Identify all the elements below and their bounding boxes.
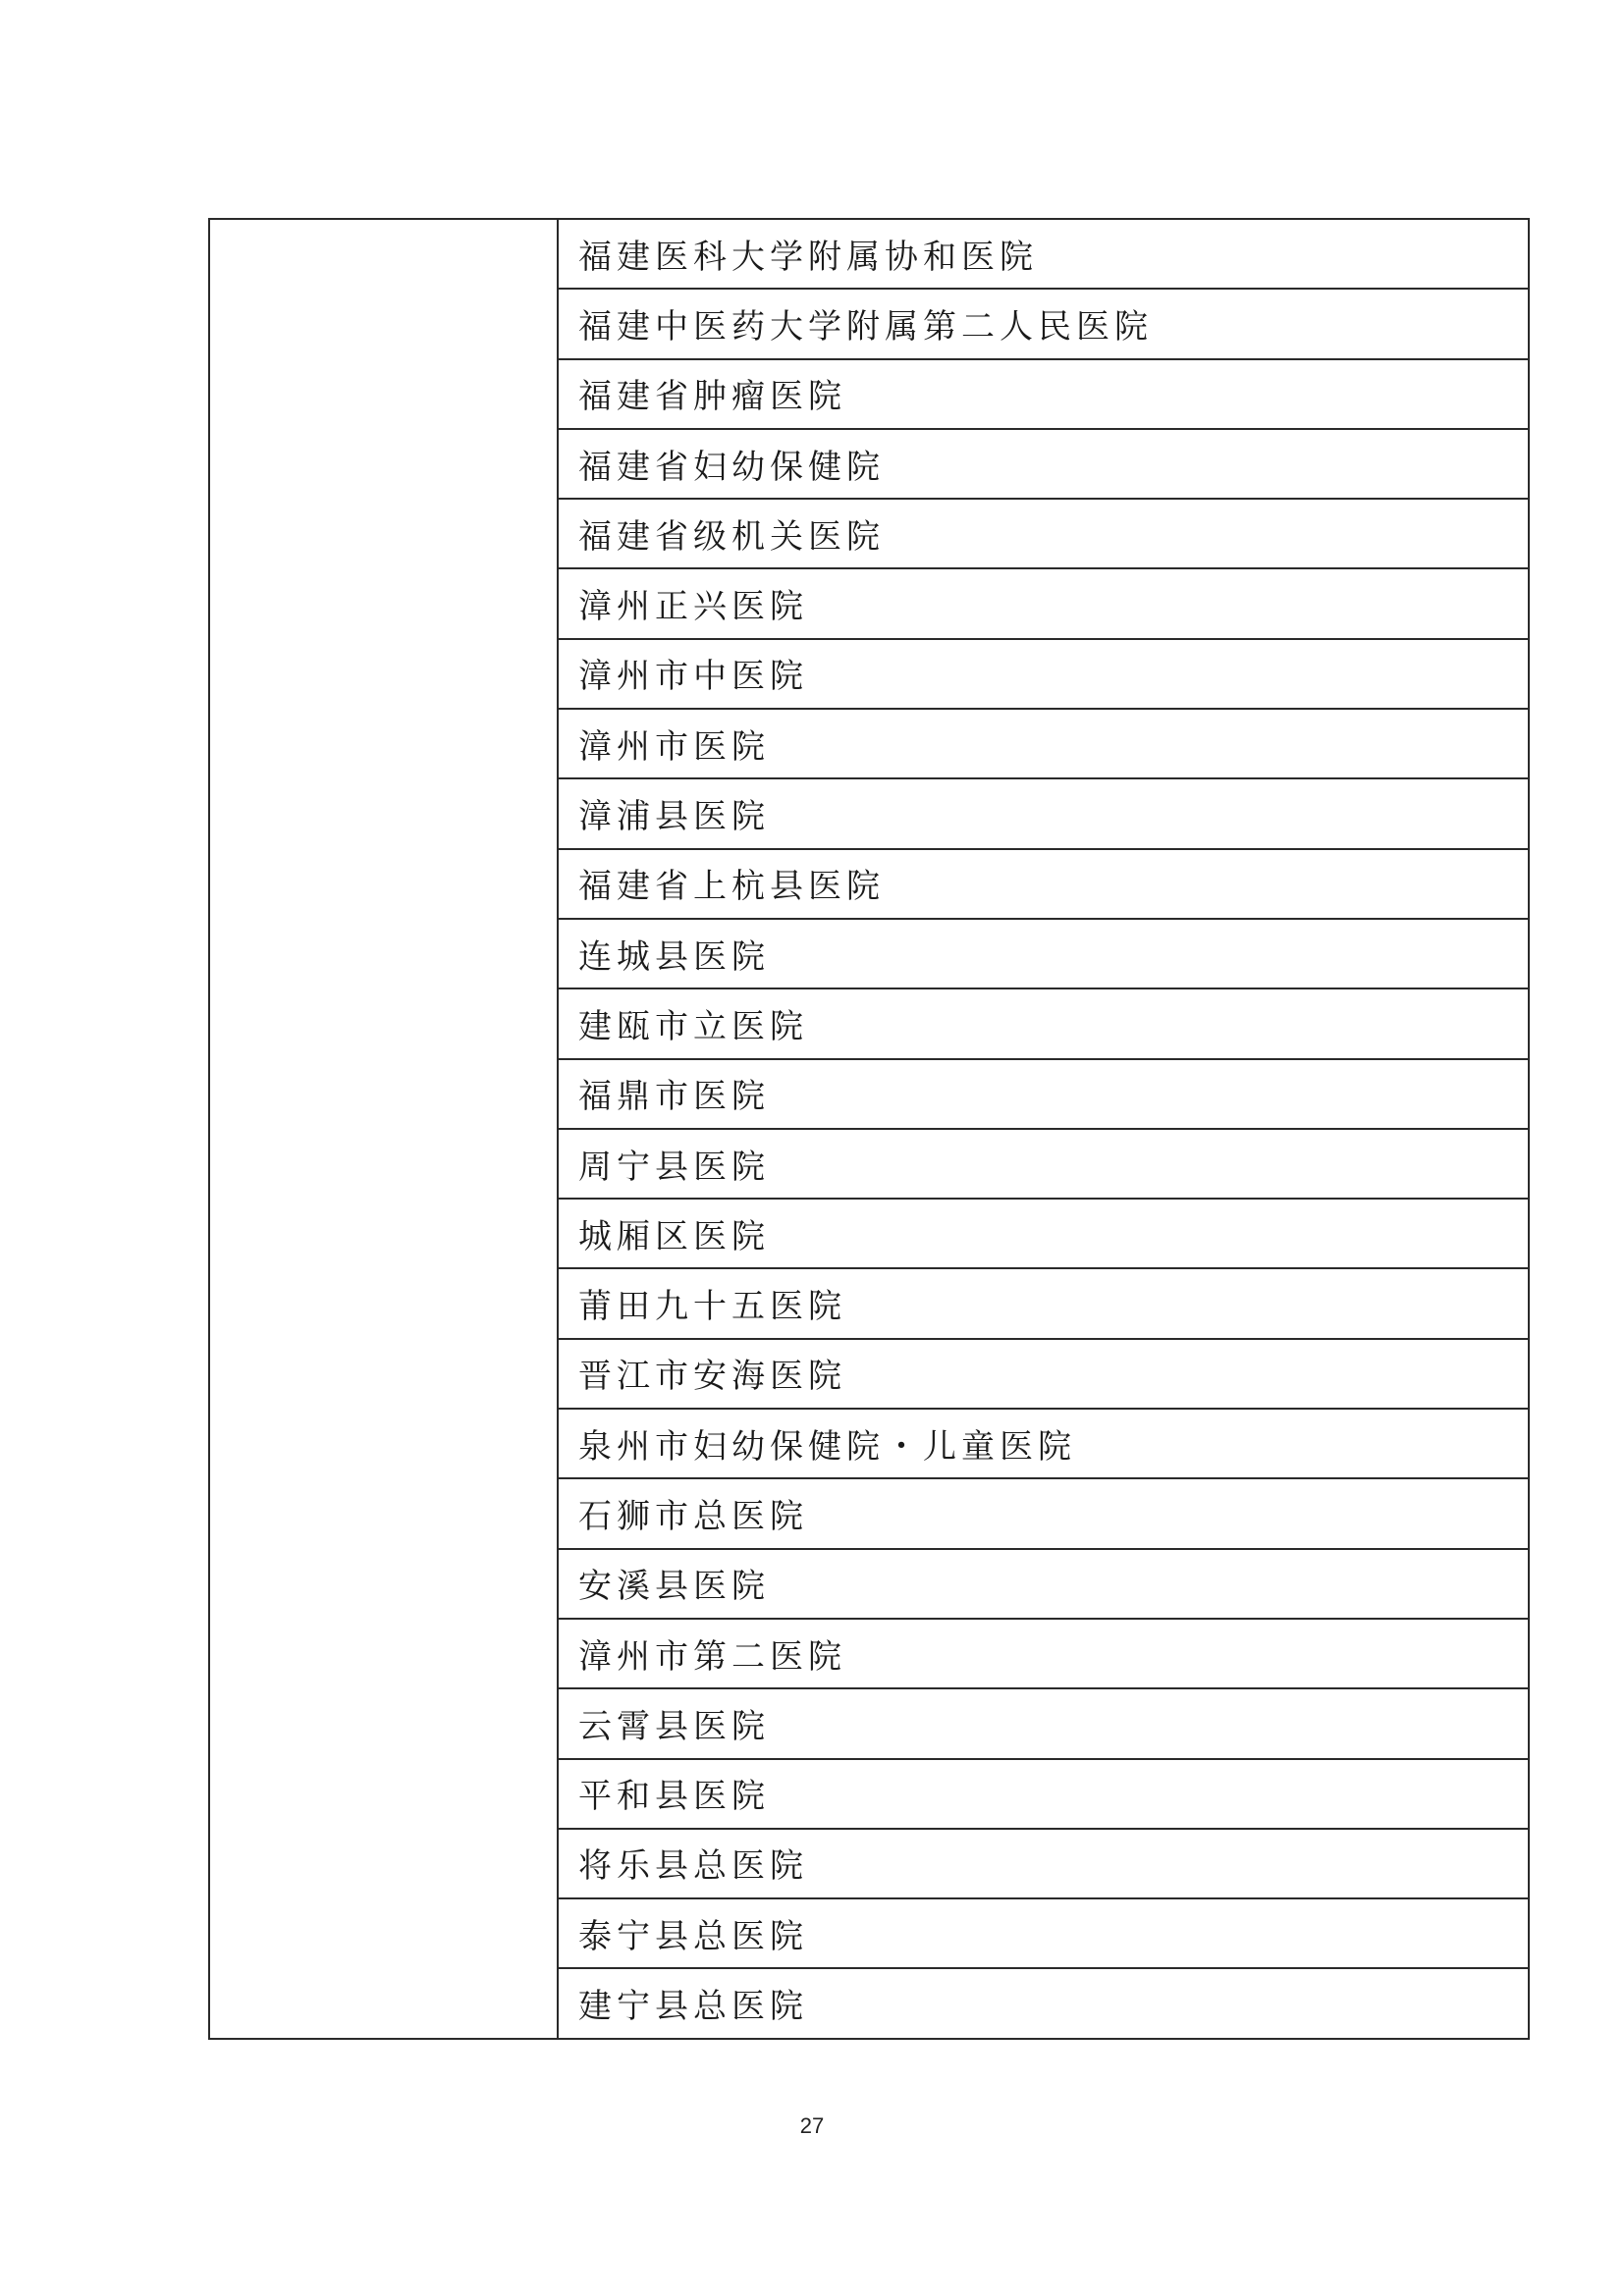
hospital-table [208, 218, 1530, 2040]
hospital-name-cell: 漳浦县医院 [558, 778, 1529, 848]
hospital-name-cell: 福建省妇幼保健院 [558, 429, 1529, 499]
page-number: 27 [799, 2113, 825, 2138]
hospital-name-cell: 泉州市妇幼保健院・儿童医院 [558, 1409, 1529, 1478]
hospital-name-cell: 福建省肿瘤医院 [558, 359, 1529, 429]
hospital-name-cell: 安溪县医院 [558, 1549, 1529, 1619]
hospital-name-cell: 建宁县总医院 [558, 1968, 1529, 2038]
hospital-name-cell: 漳州正兴医院 [558, 568, 1529, 638]
hospital-name-cell: 福建医科大学附属协和医院 [558, 219, 1529, 289]
hospital-name-cell: 连城县医院 [558, 919, 1529, 988]
hospital-name-cell: 漳州市第二医院 [558, 1619, 1529, 1688]
merged-left-cell [209, 219, 558, 2039]
hospital-name-cell: 福建中医药大学附属第二人民医院 [558, 289, 1529, 358]
table-row [209, 219, 1529, 289]
hospital-name-cell: 晋江市安海医院 [558, 1339, 1529, 1409]
hospital-name-cell: 石狮市总医院 [558, 1478, 1529, 1548]
hospital-name-cell: 城厢区医院 [558, 1199, 1529, 1268]
hospital-name-cell: 福建省级机关医院 [558, 499, 1529, 568]
hospital-name-cell: 莆田九十五医院 [558, 1268, 1529, 1338]
hospital-name-cell: 漳州市医院 [558, 709, 1529, 778]
hospital-name-cell: 周宁县医院 [558, 1129, 1529, 1199]
hospital-name-cell: 福建省上杭县医院 [558, 849, 1529, 919]
hospital-table-body [209, 219, 1529, 2039]
hospital-name-cell: 福鼎市医院 [558, 1059, 1529, 1129]
hospital-name-cell: 漳州市中医院 [558, 639, 1529, 709]
hospital-name-cell: 平和县医院 [558, 1759, 1529, 1829]
hospital-name-cell: 泰宁县总医院 [558, 1898, 1529, 1968]
hospital-name-cell: 建瓯市立医院 [558, 988, 1529, 1058]
hospital-name-cell: 云霄县医院 [558, 1688, 1529, 1758]
hospital-name-cell: 将乐县总医院 [558, 1829, 1529, 1898]
